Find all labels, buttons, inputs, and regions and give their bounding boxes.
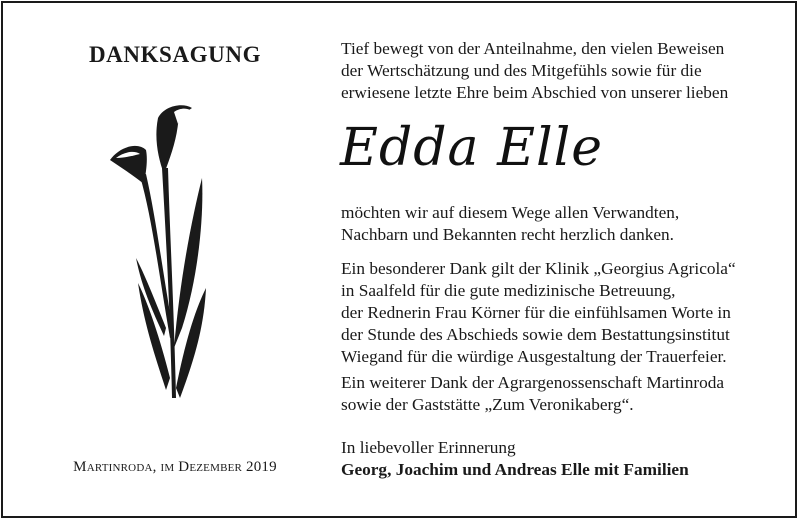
intro-line: Tief bewegt von der Anteilnahme, den vielen Beweisen [341,39,725,58]
clinic-line: der Rednerin Frau Körner für die einfühlsamen Worte in [341,303,731,322]
clinic-line: der Stunde des Abschieds sowie dem Bestattungsinstitut [341,325,730,344]
intro-paragraph [341,38,781,104]
place-date: Martinroda, im Dezember 2019 [73,459,277,475]
intro-line: erwiesene letzte Ehre beim Abschied von unserer lieben [341,83,729,102]
notice-heading: DANKSAGUNG [88,42,262,67]
clinic-line: in Saalfeld für die gute medizinische Betreuung, [341,281,676,300]
memory-block [341,437,781,481]
memory-line: In liebevoller Erinnerung [341,438,516,457]
intro-line: der Wertschätzung und des Mitgefühls sowie für die [341,61,702,80]
further-thanks-paragraph [341,372,781,416]
calla-lily-icon [100,98,220,410]
thanks-line: möchten wir auf diesem Wege allen Verwandten, [341,203,680,222]
clinic-line: Wiegand für die würdige Ausgestaltung der Trauerfeier. [341,347,727,366]
signers: Georg, Joachim und Andreas Elle mit Familien [341,460,689,479]
further-line: Ein weiterer Dank der Agrargenossenschaft Martinroda [341,373,725,392]
deceased-name: Edda Elle [340,118,604,178]
thanks-paragraph [341,202,781,246]
clinic-line: Ein besonderer Dank gilt der Klinik „Georgius Agricola“ [341,259,736,278]
thanks-line: Nachbarn und Bekannten recht herzlich danken. [341,225,675,244]
clinic-paragraph [341,258,781,368]
further-line: sowie der Gaststätte „Zum Veronikaberg“. [341,395,634,414]
